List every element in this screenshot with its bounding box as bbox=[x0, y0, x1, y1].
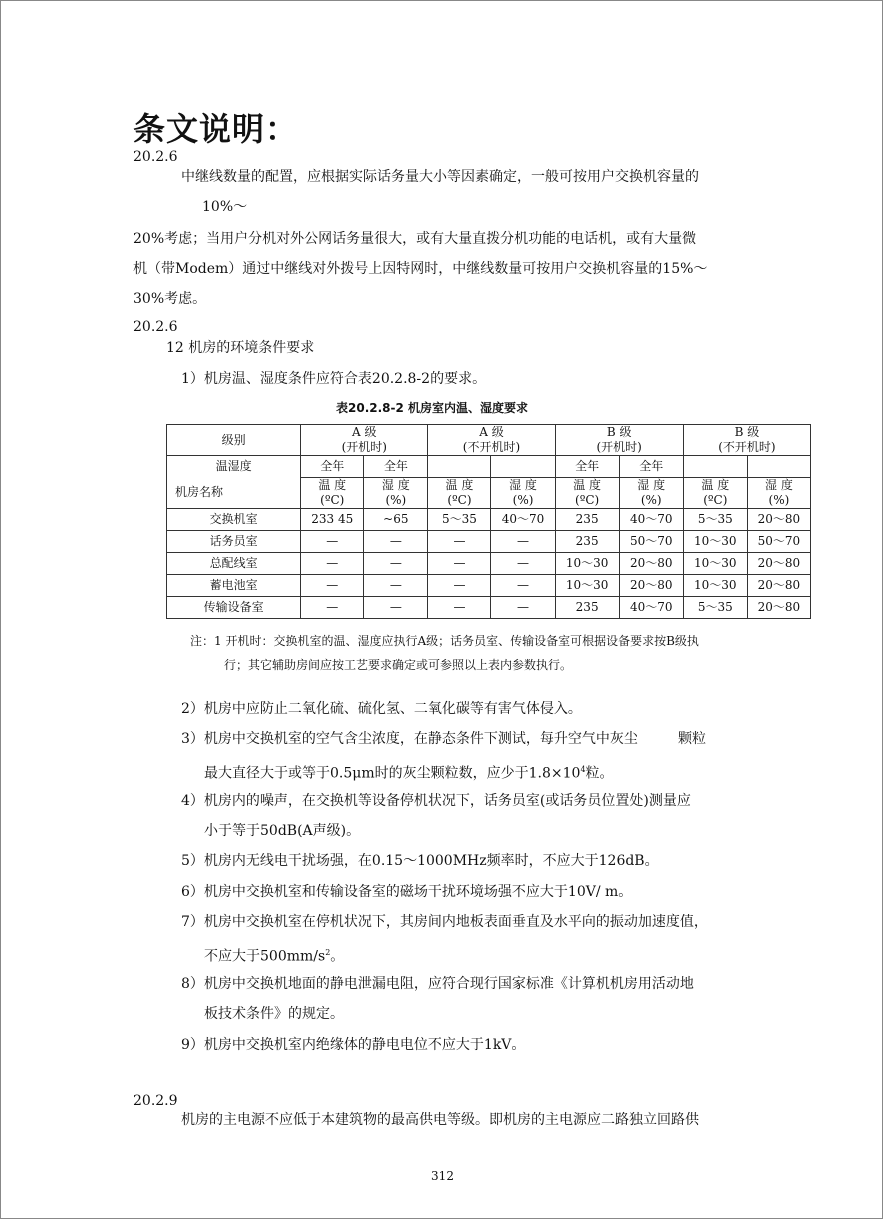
page-heading: 条文说明： bbox=[133, 110, 299, 148]
table-cell: 40～70 bbox=[491, 509, 555, 531]
table-cell: — bbox=[491, 553, 555, 575]
table-cell: 20～80 bbox=[747, 553, 810, 575]
table-cell: — bbox=[428, 597, 491, 619]
room-name: 总配线室 bbox=[167, 553, 301, 575]
table-cell: 5～35 bbox=[683, 597, 747, 619]
paragraph-line: 机房的主电源不应低于本建筑物的最高供电等级。即机房的主电源应二路独立回路供 bbox=[181, 1112, 699, 1128]
list-item: 9）机房中交换机室内绝缘体的静电电位不应大于1kV。 bbox=[181, 1037, 526, 1053]
paragraph-line: 机（带Modem）通过中继线对外拨号上因特网时，中继线数量可按用户交换机容量的15%～ bbox=[133, 261, 708, 277]
hum-header: 湿 度 (%) bbox=[747, 478, 810, 509]
table-cell: — bbox=[364, 575, 428, 597]
hum-header: 湿 度 (%) bbox=[619, 478, 683, 509]
table-cell: 10～30 bbox=[555, 553, 619, 575]
group-header: A 级 (开机时) bbox=[301, 425, 428, 456]
year-label: 全年 bbox=[364, 456, 428, 478]
table-cell: — bbox=[301, 575, 364, 597]
table-cell: 20～80 bbox=[747, 597, 810, 619]
table-cell: — bbox=[428, 575, 491, 597]
corner-room-label: 机房名称 bbox=[167, 478, 301, 509]
page-number: 312 bbox=[431, 1169, 454, 1183]
table-cell: 50～70 bbox=[619, 531, 683, 553]
table-cell: — bbox=[301, 597, 364, 619]
table-cell: 10～30 bbox=[683, 553, 747, 575]
table-cell: ~65 bbox=[364, 509, 428, 531]
temp-header: 温 度 (ºC) bbox=[555, 478, 619, 509]
list-item-continuation: 不应大于$500mm/s^2$。 bbox=[204, 948, 345, 965]
list-item-continuation: 最大直径大于或等于0.5μm时的灰尘颗粒数，应少于$1.8\times 10^4$粒。 bbox=[204, 765, 614, 782]
paragraph-line: 中继线数量的配置，应根据实际话务量大小等因素确定，一般可按用户交换机容量的 bbox=[181, 169, 699, 185]
table-cell: 20～80 bbox=[747, 575, 810, 597]
list-item: 2）机房中应防止二氧化硫、硫化氢、二氧化碳等有害气体侵入。 bbox=[181, 701, 582, 717]
list-item-continuation: 板技术条件》的规定。 bbox=[204, 1006, 344, 1022]
table-cell: — bbox=[491, 575, 555, 597]
environment-table bbox=[166, 424, 811, 619]
table-cell: — bbox=[364, 597, 428, 619]
table-row bbox=[167, 575, 811, 597]
table-cell: 233 45 bbox=[301, 509, 364, 531]
year-label: 全年 bbox=[301, 456, 364, 478]
table-cell: — bbox=[428, 553, 491, 575]
paragraph-line: 20%考虑；当用户分机对外公网话务量很大，或有大量直拨分机功能的电话机，或有大量微 bbox=[133, 231, 697, 247]
group-header: B 级 (不开机时) bbox=[683, 425, 810, 456]
table-cell: — bbox=[428, 531, 491, 553]
table-note: 注：1 开机时：交换机室的温、湿度应执行A级；话务员室、传输设备室可根据设备要求按B级执 bbox=[190, 634, 699, 648]
room-name: 话务员室 bbox=[167, 531, 301, 553]
table-cell: 20～80 bbox=[619, 553, 683, 575]
table-row bbox=[167, 509, 811, 531]
table-row bbox=[167, 553, 811, 575]
corner-level-label: 级别 bbox=[167, 425, 301, 456]
section-number: 20.2.9 bbox=[133, 1093, 178, 1109]
table-title: 表20.2.8-2 机房室内温、湿度要求 bbox=[336, 401, 529, 415]
list-item: 8）机房中交换机地面的静电泄漏电阻，应符合现行国家标准《计算机机房用活动地 bbox=[181, 976, 694, 992]
table-cell: 5～35 bbox=[683, 509, 747, 531]
table-cell: — bbox=[491, 597, 555, 619]
paragraph-line: 10%～ bbox=[202, 199, 248, 215]
table-cell: 20～80 bbox=[619, 575, 683, 597]
group-header: A 级 (不开机时) bbox=[428, 425, 555, 456]
table-cell: 10～30 bbox=[555, 575, 619, 597]
list-item-continuation: 小于等于50dB(A声级)。 bbox=[204, 823, 361, 839]
table-cell: — bbox=[364, 553, 428, 575]
year-label: 全年 bbox=[555, 456, 619, 478]
table-cell: 10～30 bbox=[683, 575, 747, 597]
list-item: 3）机房中交换机室的空气含尘浓度，在静态条件下测试，每升空气中灰尘 颗粒 bbox=[181, 731, 706, 747]
table-cell: 235 bbox=[555, 597, 619, 619]
table-row bbox=[167, 597, 811, 619]
temp-header: 温 度 (ºC) bbox=[301, 478, 364, 509]
section-number: 20.2.6 bbox=[133, 149, 178, 165]
list-item: 6）机房中交换机室和传输设备室的磁场干扰环境场强不应大于10V/ m。 bbox=[181, 884, 633, 900]
room-name: 交换机室 bbox=[167, 509, 301, 531]
hum-header: 湿 度 (%) bbox=[491, 478, 555, 509]
table-cell: — bbox=[491, 531, 555, 553]
list-item: 7）机房中交换机室在停机状况下，其房间内地板表面垂直及水平向的振动加速度值， bbox=[181, 914, 708, 930]
table-cell: — bbox=[301, 531, 364, 553]
temp-header: 温 度 (ºC) bbox=[683, 478, 747, 509]
table-cell: 20～80 bbox=[747, 509, 810, 531]
hum-header: 湿 度 (%) bbox=[364, 478, 428, 509]
room-name: 传输设备室 bbox=[167, 597, 301, 619]
table-note: 行；其它辅助房间应按工艺要求确定或可参照以上表内参数执行。 bbox=[224, 658, 573, 672]
table-cell: 40～70 bbox=[619, 509, 683, 531]
table-cell: 235 bbox=[555, 531, 619, 553]
table-cell: 10～30 bbox=[683, 531, 747, 553]
corner-temp-label: 温湿度 bbox=[167, 456, 301, 478]
table-cell: 40～70 bbox=[619, 597, 683, 619]
list-item: 5）机房内无线电干扰场强，在0.15～1000MHz频率时，不应大于126dB。 bbox=[181, 853, 659, 869]
table-cell: — bbox=[364, 531, 428, 553]
room-name: 蓄电池室 bbox=[167, 575, 301, 597]
table-cell: 50～70 bbox=[747, 531, 810, 553]
table-row bbox=[167, 531, 811, 553]
year-label: 全年 bbox=[619, 456, 683, 478]
list-item: 4）机房内的噪声，在交换机等设备停机状况下，话务员室(或话务员位置处)测量应 bbox=[181, 793, 691, 809]
item-title: 12 机房的环境条件要求 bbox=[166, 340, 315, 356]
group-header: B 级 (开机时) bbox=[555, 425, 683, 456]
temp-header: 温 度 (ºC) bbox=[428, 478, 491, 509]
table-cell: 235 bbox=[555, 509, 619, 531]
table-cell: — bbox=[301, 553, 364, 575]
section-number: 20.2.6 bbox=[133, 319, 178, 335]
paragraph-line: 30%考虑。 bbox=[133, 291, 207, 307]
table-cell: 5～35 bbox=[428, 509, 491, 531]
list-item: 1）机房温、湿度条件应符合表20.2.8-2的要求。 bbox=[181, 371, 487, 387]
